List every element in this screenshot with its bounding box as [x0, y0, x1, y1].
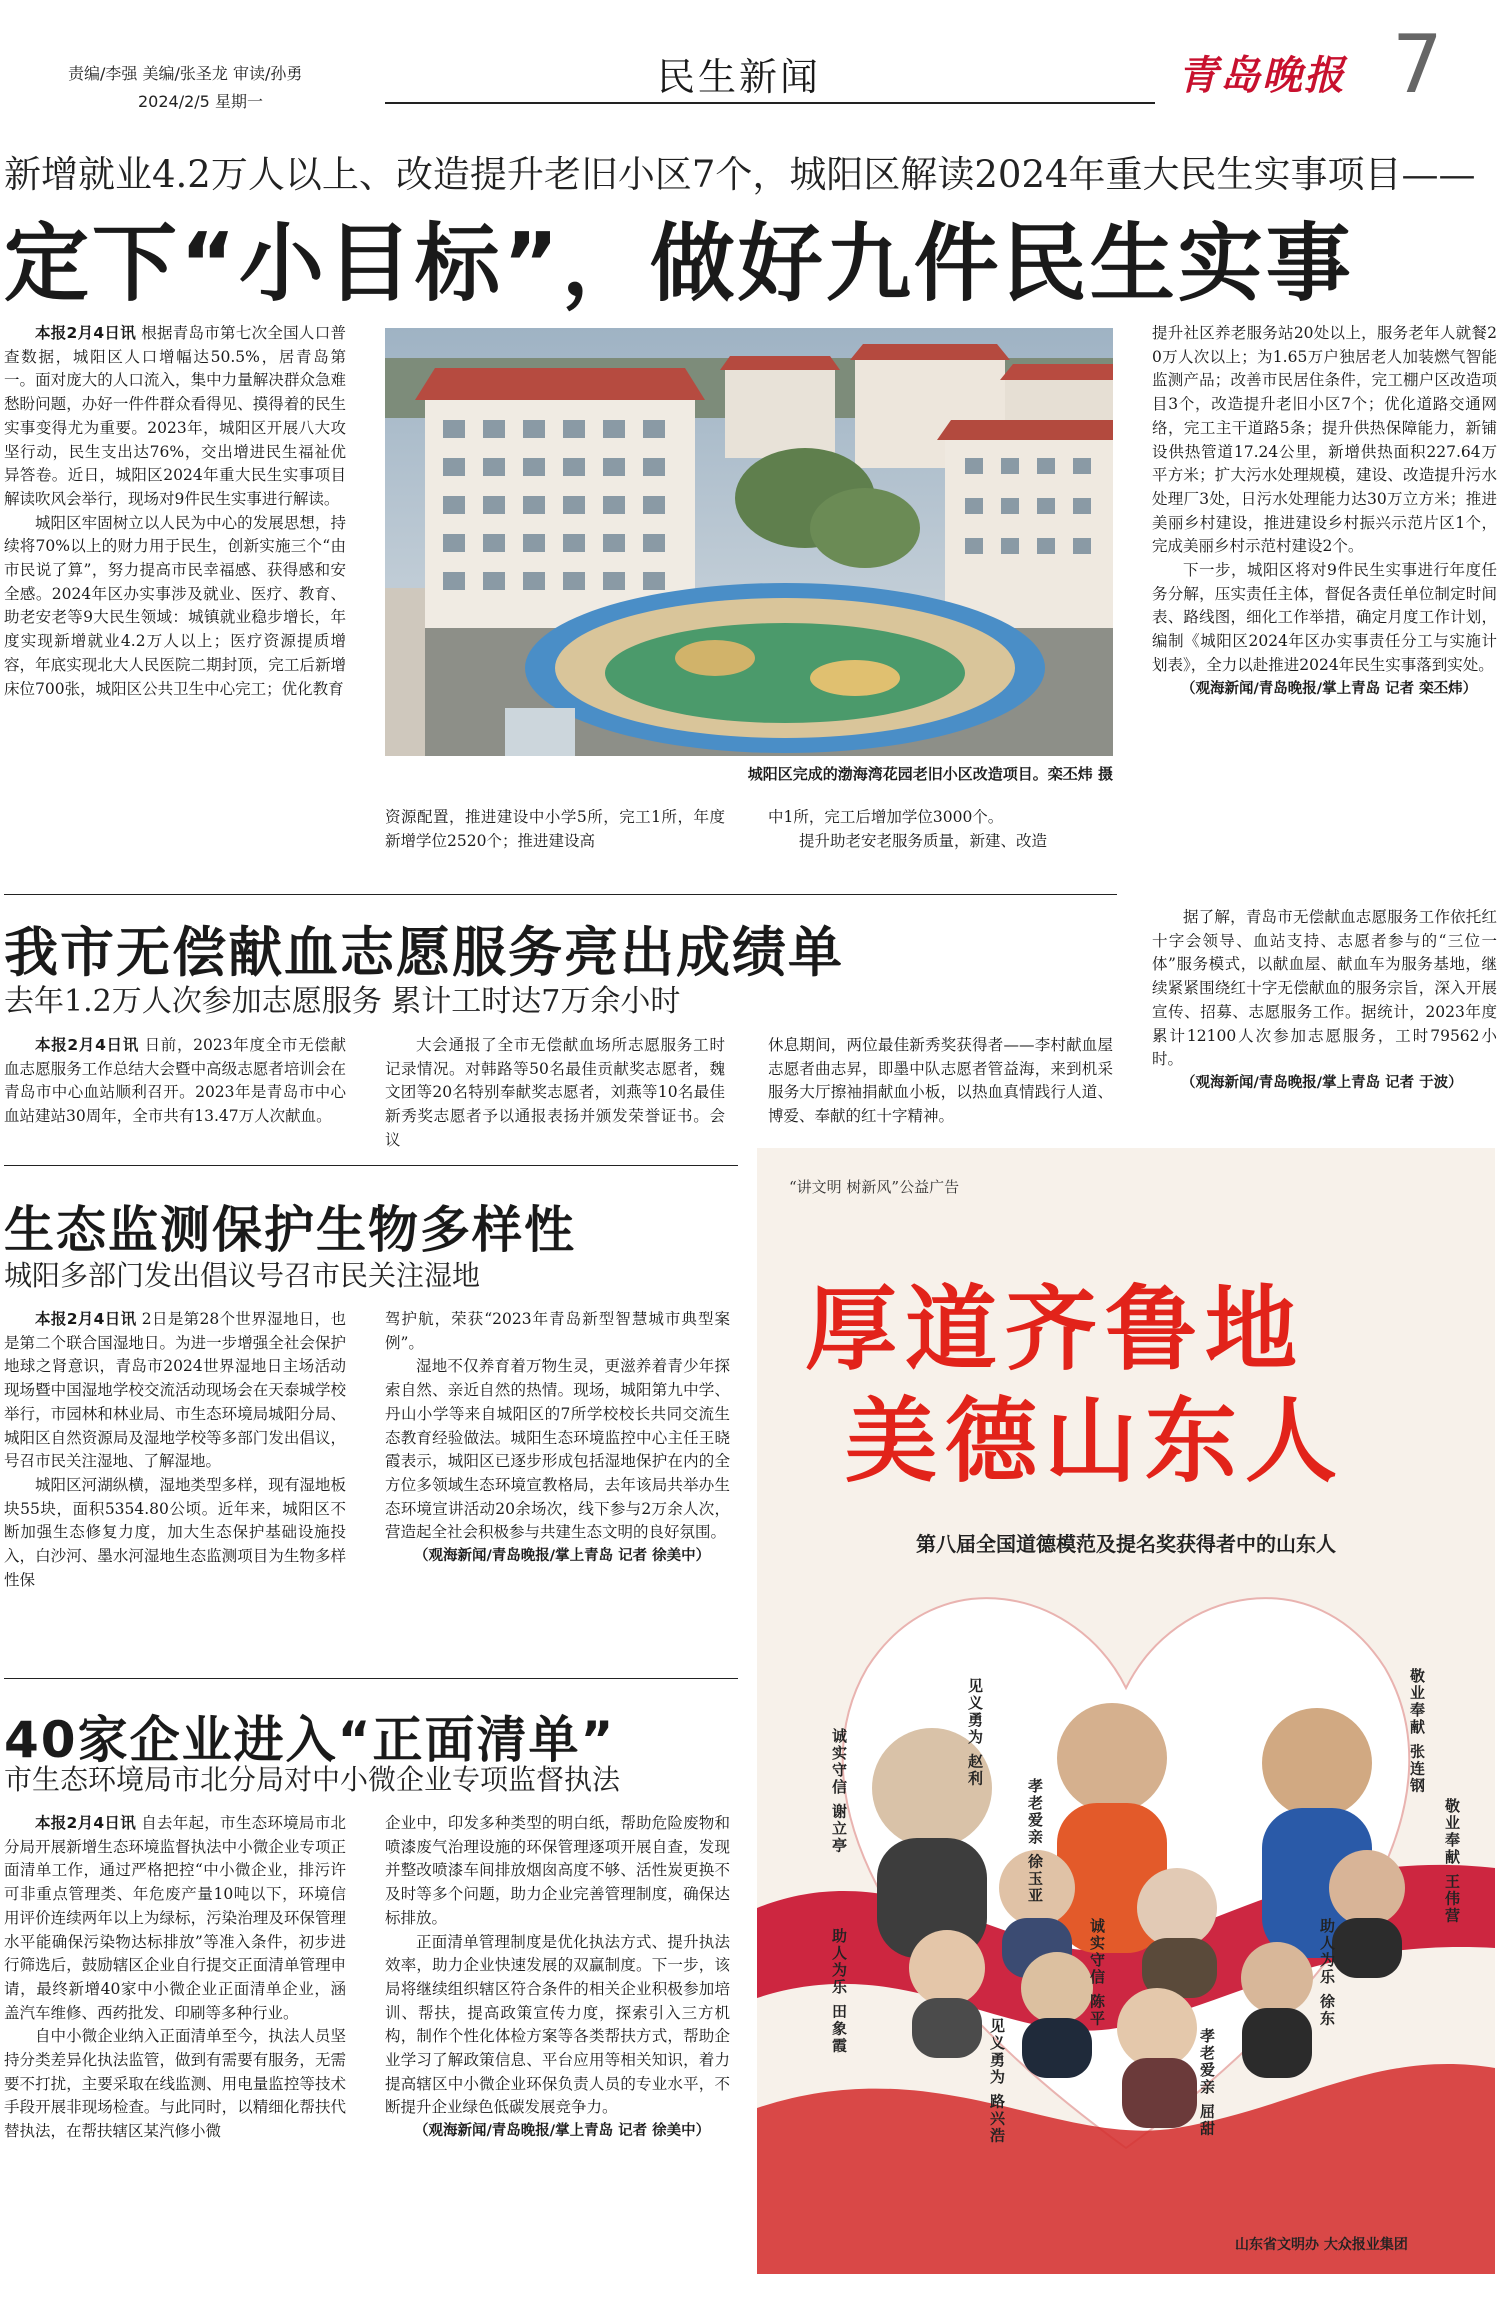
story3-subhead: 城阳多部门发出倡议号召市民关注湿地	[4, 1259, 481, 1292]
story1-column-4	[1152, 322, 1497, 882]
psa-person-label: 见义勇为 赵利	[966, 1678, 984, 1788]
story4-paragraph: 企业中，印发多种类型的明白纸，帮助危险废物和喷漆废气治理设施的环保管理逐项开展自查，发现并整改喷漆车间排放烟囱高度不够、活性炭更换不及时等多个问题，助力企业完善管理制度，确保达标排放。	[385, 1814, 730, 1927]
story1-photo	[385, 328, 1113, 756]
page-number: 7	[1392, 18, 1443, 111]
story2-column-1	[4, 1034, 346, 1126]
story1-column-2	[385, 806, 725, 862]
story3-column-2	[385, 1308, 730, 1668]
psa-person-label: 见义勇为 路兴浩	[988, 2018, 1006, 2145]
story1-credit: （观海新闻/青岛晚报/掌上青岛 记者 栾丕炜）	[1181, 680, 1478, 697]
story-divider	[4, 1678, 738, 1679]
story1-paragraph: 提升社区养老服务站20处以上，服务老年人就餐20万人次以上；为1.65万户独居老人加装燃气智能监测产品；改善市民居住条件，完工棚户区改造项目3个，改造提升老旧小区7个；优化道路交通网络，完工主干道路5条；提升供热保障能力，新铺设供热管道17.24公里，新增供热面积227.64万平方米；扩大污水处理规模，建设、改造提升污水处理厂3处，日污水处理能力达30万立方米；推进美丽乡村建设，推进建设乡村振兴示范片区1个，完成美丽乡村示范村建设2个。	[1152, 324, 1497, 556]
psa-title-line-2: 美德山东人	[845, 1388, 1346, 1495]
story4-dateline: 本报2月4日讯	[35, 1814, 136, 1832]
portrait-group	[872, 1703, 1405, 2128]
psa-title-line-1: 厚道齐鲁地	[805, 1276, 1306, 1383]
story4-headline: 40家企业进入“正面清单”	[4, 1711, 616, 1769]
story4-paragraph: 自中小微企业纳入正面清单至今，执法人员坚持分类差异化执法监管，做到有需要有服务，无需要不打扰，主要采取在线监测、用电量监控等技术手段开展非现场检查。与此同时，以精细化帮扶代替执法，在帮扶辖区某汽修小微	[4, 2027, 346, 2141]
story1-column-3	[768, 806, 1113, 862]
story2-paragraph: 大会通报了全市无偿献血场所志愿服务工时记录情况。对韩路等50名最佳贡献奖志愿者，魏文团等20名特别奉献奖志愿者，刘燕等10名最佳新秀奖志愿者予以通报表扬并颁发荣誉证书。会议	[385, 1036, 725, 1149]
story1-paragraph: 城阳区牢固树立以人民为中心的发展思想，持续将70%以上的财力用于民生，创新实施三个“由市民说了算”，努力提高市民幸福感、获得感和安全感。2024年区办实事涉及就业、医疗、教育、助老安老等9大民生领域：城镇就业稳步增长，年度实现新增就业4.2万人以上；医疗资源提质增容，年底实现北大人民医院二期封顶，完工后新增床位700张，城阳区公共卫生中心完工；优化教育	[4, 513, 346, 698]
story4-credit: （观海新闻/青岛晚报/掌上青岛 记者 徐美中）	[414, 2123, 711, 2140]
story3-paragraph: 驾护航，荣获“2023年青岛新型智慧城市典型案例”。	[385, 1310, 730, 1352]
story2-paragraph: 据了解，青岛市无偿献血志愿服务工作依托红十字会领导、血站支持、志愿者参与的“三位一体”服务模式，以献血屋、献血车为服务基地，继续紧紧围绕红十字无偿献血的服务宗旨，深入开展宣传、招募、志愿服务工作。据统计，2023年度累计12100人次参加志愿服务，工时79562小时。	[1152, 908, 1497, 1069]
story3-dateline: 本报2月4日讯	[35, 1310, 137, 1328]
story1-paragraph: 提升助老安老服务质量，新建、改造	[799, 831, 1048, 850]
story2-column-2	[385, 1034, 725, 1149]
story2-paragraph: 日前，2023年度全市无偿献血志愿服务工作总结大会暨中高级志愿者培训会在青岛市中心血站顺利召开。2023年是青岛市中心血站建站30周年，全市共有13.47万人次献血。	[4, 1036, 346, 1126]
story2-column-3	[768, 1034, 1113, 1126]
story4-paragraph: 自去年起，市生态环境局市北分局开展新增生态环境监督执法中小微企业专项正面清单工作，通过严格把控“中小微企业，排污许可非重点管理类、年危废产量10吨以下，环境信用评价连续两年以上为绿标，污染治理及环保管理水平能确保污染物达标排放”等准入条件，初步进行筛选后，鼓励辖区企业自行提交正面清单管理申请，最终新增40家中小微企业正面清单企业，涵盖汽车维修、西药批发、印刷等多种行业。	[4, 1814, 346, 2022]
story1-dateline: 本报2月4日讯	[35, 324, 136, 342]
story4-column-1	[4, 1812, 346, 2292]
story1-paragraph: 根据青岛市第七次全国人口普查数据，城阳区人口增幅达50.5%，居青岛第一。面对庞大的人口流入，集中力量解决群众急难愁盼问题，办好一件件群众看得见、摸得着的民生实事变得尤为重要。2023年，城阳区开展八大攻坚行动，民生支出达76%，交出增进民生福祉优异答卷。近日，城阳区2024年重大民生实事项目解读吹风会举行，现场对9件民生实事进行解读。	[4, 324, 346, 508]
psa-person-label: 孝老爱亲 徐玉亚	[1026, 1778, 1044, 1905]
story1-paragraph: 下一步，城阳区将对9件民生实事进行年度任务分解，压实责任主体，督促各责任单位制定时间表、路线图，细化工作举措，确定月度工作计划，编制《城阳区2024年区办实事责任分工与实施计划表》，全力以赴推进2024年民生实事落到实处。	[1152, 561, 1497, 674]
psa-person-label: 敬业奉献 张连钢	[1408, 1668, 1426, 1795]
story2-column-4	[1152, 906, 1497, 1146]
psa-person-label: 诚实守信 谢立亭	[830, 1728, 848, 1855]
residential-complex-photo	[385, 328, 1113, 756]
story4-paragraph: 正面清单管理制度是优化执法方式、提升执法效率，助力企业快速发展的双赢制度。下一步，该局将继续组织辖区符合条件的相关企业积极参加培训、帮扶，提高政策宣传力度，探索引入三方机构，制作个性化体检方案等各类帮扶方式，帮助企业学习了解政策信息、平台应用等相关知识，着力提高辖区中小微企业环保负责人员的专业水平，不断提升企业绿色低碳发展竞争力。	[385, 1932, 730, 2117]
story1-paragraph: 中1所，完工后增加学位3000个。	[768, 808, 1004, 826]
psa-person-label: 孝老爱亲 屈甜	[1198, 2028, 1216, 2138]
story2-dateline: 本报2月4日讯	[35, 1036, 139, 1054]
story2-headline: 我市无偿献血志愿服务亮出成绩单	[4, 921, 844, 984]
story1-paragraph: 资源配置，推进建设中小学5所，完工1所，年度新增学位2520个；推进建设高	[385, 808, 725, 850]
story-divider	[4, 894, 1117, 895]
story4-subhead: 市生态环境局市北分局对中小微企业专项监督执法	[4, 1763, 621, 1796]
story1-photo-caption: 城阳区完成的渤海湾花园老旧小区改造项目。栾丕炜 摄	[747, 765, 1113, 783]
editors-line: 责编/李强 美编/张圣龙 审读/孙勇	[68, 64, 303, 83]
story2-subhead: 去年1.2万人次参加志愿服务 累计工时达7万余小时	[4, 984, 681, 1019]
psa-person-label: 助人为乐 田象霞	[830, 1928, 848, 2055]
psa-person-label: 助人为乐 徐东	[1318, 1918, 1336, 2028]
story1-headline: 定下“小目标”，做好九件民生实事	[4, 215, 1354, 314]
story3-credit: （观海新闻/青岛晚报/掌上青岛 记者 徐美中）	[414, 1548, 711, 1565]
psa-label: “讲文明 树新风”公益广告	[789, 1178, 960, 1196]
story1-kicker: 新增就业4.2万人以上、改造提升老旧小区7个，城阳区解读2024年重大民生实事项目——	[4, 153, 1476, 196]
section-title-text: 民生新闻	[657, 55, 822, 99]
story3-paragraph: 城阳区河湖纵横，湿地类型多样，现有湿地板块55块，面积5354.80公顷。近年来，城阳区不断加强生态修复力度，加大生态保护基础设施投入，白沙河、墨水河湿地生态监测项目为生物多样性保	[4, 1475, 346, 1589]
psa-sponsors: 山东省文明办 大众报业集团	[1235, 2237, 1408, 2253]
psa-person-label: 诚实守信 陈平	[1088, 1918, 1106, 2028]
section-title	[385, 46, 1155, 101]
masthead-divider	[385, 102, 1155, 104]
story2-paragraph: 休息期间，两位最佳新秀奖获得者——李村献血屋志愿者曲志昇，即墨中队志愿者管益海，来到机采服务大厅擦袖捐献血小板，以热血真情践行人道、博爱、奉献的红十字精神。	[768, 1036, 1113, 1126]
story-divider	[4, 1165, 738, 1166]
newspaper-logo: 青岛晚报	[1178, 52, 1346, 99]
story3-headline: 生态监测保护生物多样性	[4, 1201, 576, 1259]
public-service-ad	[757, 1148, 1495, 2274]
story4-column-2	[385, 1812, 730, 2292]
psa-subtitle: 第八届全国道德模范及提名奖获得者中的山东人	[916, 1532, 1336, 1556]
masthead-info	[68, 60, 302, 116]
story3-paragraph: 2日是第28个世界湿地日，也是第二个联合国湿地日。为进一步增强全社会保护地球之肾意识，青岛市2024世界湿地日主场活动现场暨中国湿地学校交流活动现场会在天泰城学校举行，市园林和林业局、市生态环境局城阳分局、城阳区自然资源局及湿地学校等多部门发出倡议，号召市民关注湿地、了解湿地。	[4, 1310, 346, 1471]
story1-column-1	[4, 322, 346, 862]
story3-paragraph: 湿地不仅养育着万物生灵，更滋养着青少年探索自然、亲近自然的热情。现场，城阳第九中学、丹山小学等来自城阳区的7所学校校长共同交流生态教育经验做法。城阳生态环境监控中心主任王晓霞表示，城阳区已逐步形成包括湿地保护在内的全方位多领域生态环境宣教格局，去年该局共举办生态环境宣讲活动20余场次，线下参与2万余人次，营造起全社会积极参与共建生态文明的良好氛围。	[385, 1357, 730, 1542]
story3-column-1	[4, 1308, 346, 1668]
story2-credit: （观海新闻/青岛晚报/掌上青岛 记者 于波）	[1181, 1074, 1463, 1091]
issue-date: 2024/2/5 星期一	[138, 92, 263, 111]
psa-person-label: 敬业奉献 王伟营	[1443, 1798, 1461, 1925]
